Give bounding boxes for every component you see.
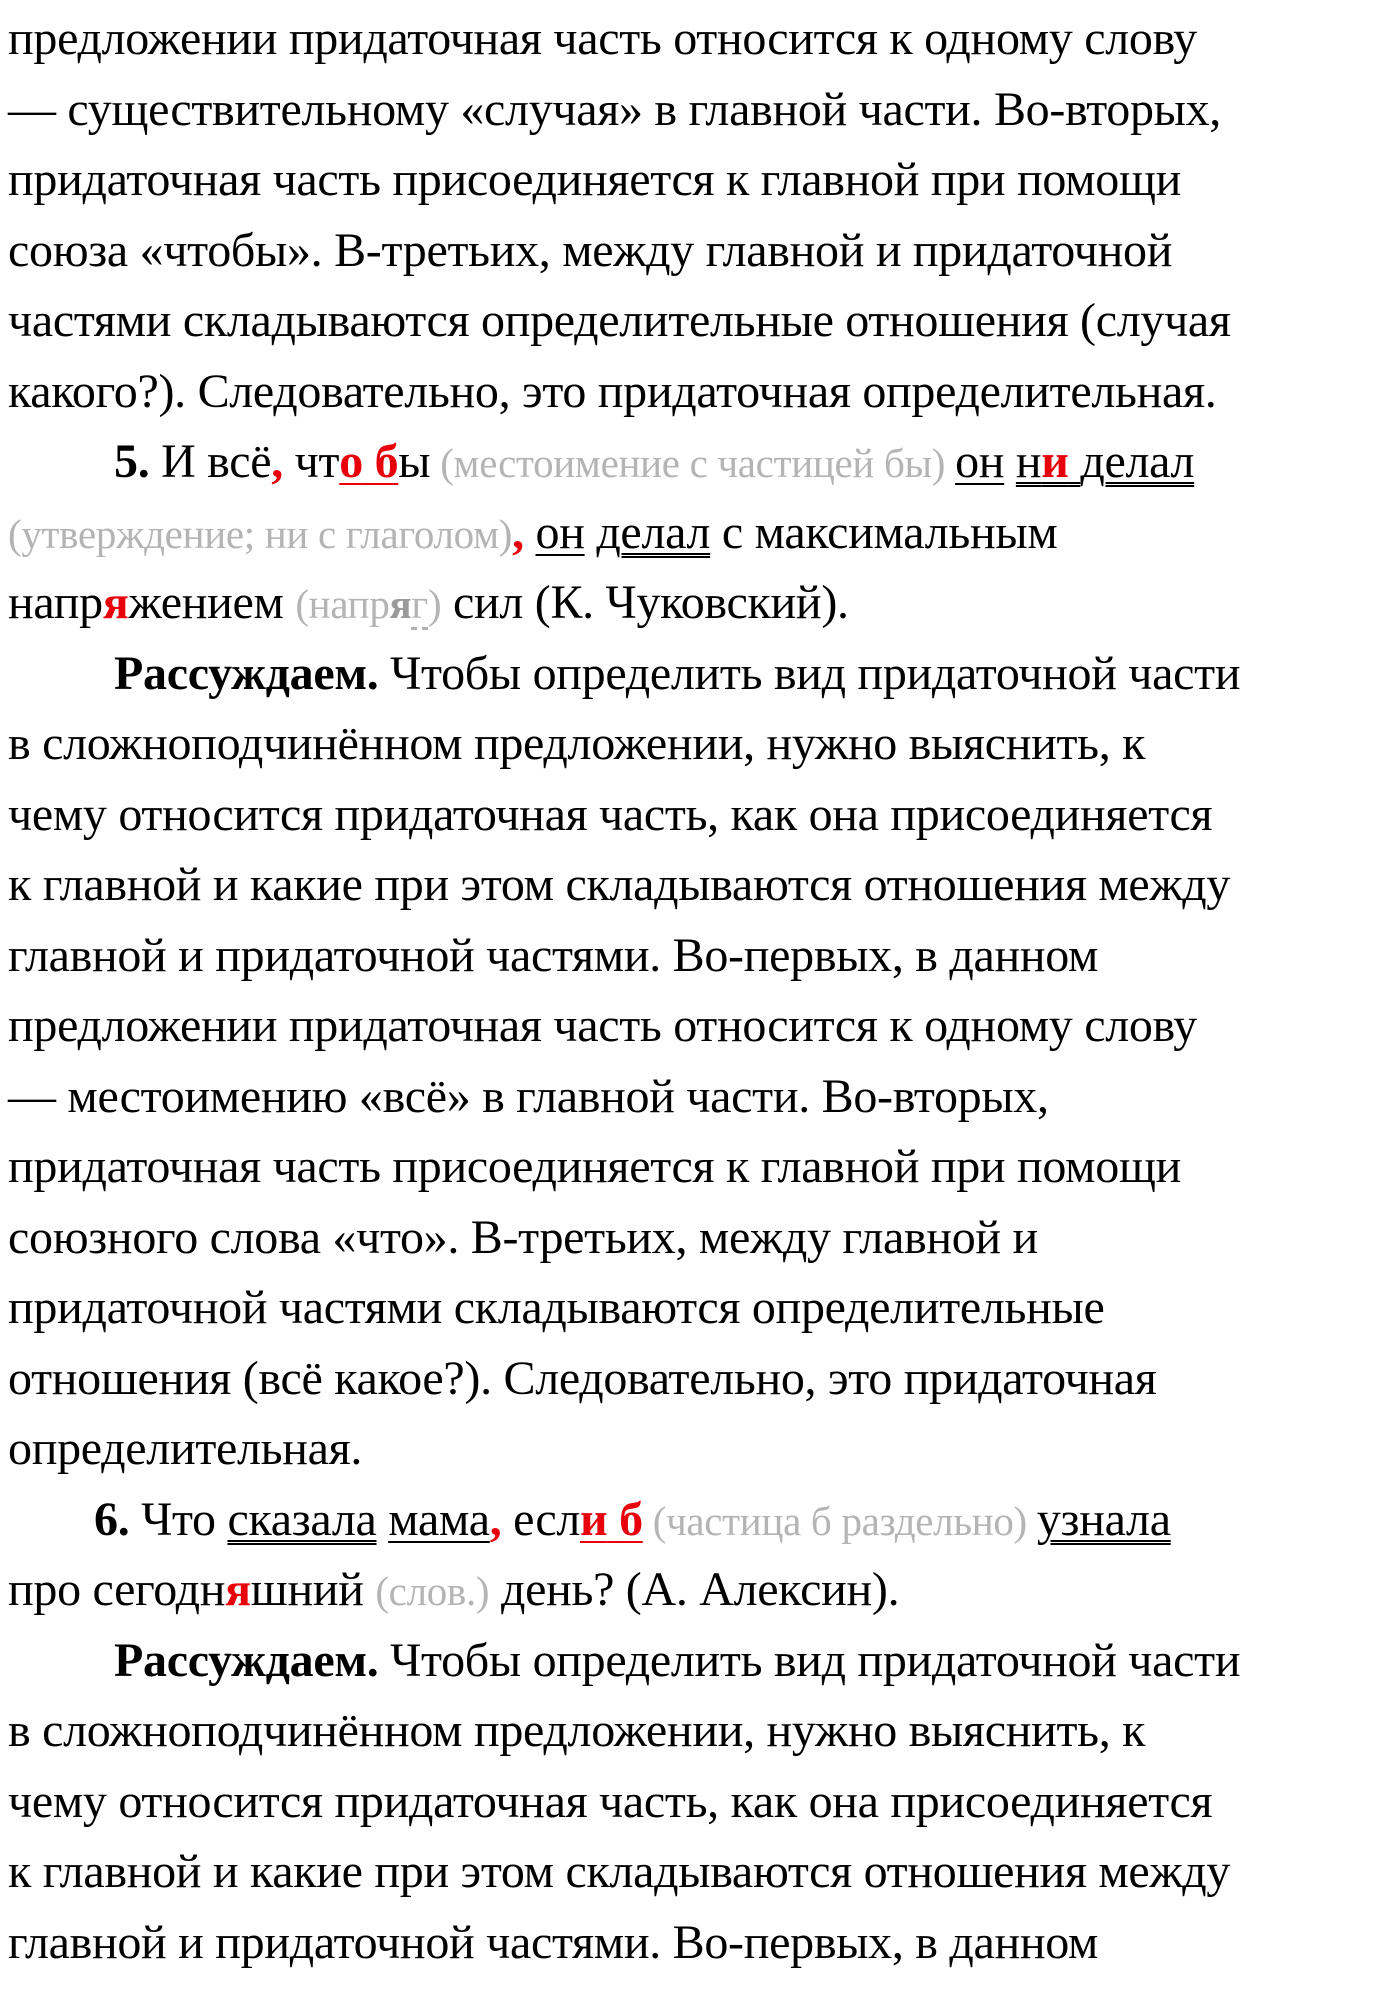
text-line: главной и придаточной частями. Во-первых, в данном bbox=[8, 928, 1099, 982]
highlighted-letter: я bbox=[225, 1563, 251, 1616]
highlighted-letter: я bbox=[102, 576, 129, 629]
subject-word: он bbox=[955, 435, 1005, 488]
example-6-line-1: 6. Что сказала мама, если б (частица б раздельно) узнала bbox=[94, 1492, 1171, 1546]
text-line: определительная. bbox=[8, 1422, 363, 1475]
grammar-note: (напряг) bbox=[295, 581, 441, 630]
subject-word: мама bbox=[388, 1492, 490, 1546]
text-line: придаточной частями складываются определительные bbox=[8, 1281, 1105, 1334]
document-page bbox=[8, 4, 1400, 1978]
highlighted-letter: о bbox=[339, 435, 363, 488]
text-line: к главной и какие при этом складываются отношения между bbox=[8, 858, 1231, 911]
text-line: придаточная часть присоединяется к главной при помощи bbox=[8, 1140, 1181, 1193]
example-5-line-3: напряжением (напряг) сил (К. Чуковский). bbox=[8, 576, 849, 629]
highlighted-letter: я bbox=[389, 581, 412, 627]
predicate-particle: ни bbox=[1015, 435, 1069, 488]
example-number: 5. bbox=[114, 435, 150, 488]
text-line: в сложноподчинённом предложении, нужно выяснить, к bbox=[8, 717, 1146, 770]
text-line: — существительному «случая» в главной части. Во-вторых, bbox=[8, 82, 1222, 136]
text-line: придаточная часть присоединяется к главной при помощи bbox=[8, 153, 1181, 206]
reasoning-line: Рассуждаем. Чтобы определить вид придаточной части bbox=[114, 1633, 1241, 1687]
punctuation-mark: , bbox=[271, 435, 283, 488]
text-line: чему относится придаточная часть, как она присоединяется bbox=[8, 787, 1213, 841]
example-number: 6. bbox=[94, 1492, 130, 1546]
text-line: — местоимению «всё» в главной части. Во-вторых, bbox=[8, 1069, 1049, 1123]
grammar-note: (слов.) bbox=[375, 1568, 490, 1614]
text-line: к главной и какие при этом складываются отношения между bbox=[8, 1845, 1231, 1898]
text-line: союза «чтобы». В-третьих, между главной и придаточной bbox=[8, 223, 1173, 277]
predicate-word: делал bbox=[1080, 435, 1195, 488]
highlighted-letter: б bbox=[619, 1492, 643, 1546]
text-line: предложении придаточная часть относится к одному слову bbox=[8, 12, 1197, 65]
reasoning-label: Рассуждаем. bbox=[114, 646, 379, 700]
text-line: частями складываются определительные отношения (случая bbox=[8, 294, 1231, 347]
predicate-word: сказала bbox=[227, 1492, 377, 1546]
example-6-line-2: про сегодняшний (слов.) день? (А. Алексин). bbox=[8, 1563, 900, 1616]
predicate-word: делал bbox=[596, 505, 711, 559]
text-line: в сложноподчинённом предложении, нужно выяснить, к bbox=[8, 1704, 1146, 1757]
highlighted-letter: и bbox=[580, 1492, 608, 1546]
grammar-note: (утверждение; ни с глаголом) bbox=[8, 510, 513, 557]
text-line: союзного слова «что». В-третьих, между главной и bbox=[8, 1210, 1038, 1264]
text-line: какого?). Следовательно, это придаточная определительная. bbox=[8, 364, 1217, 418]
predicate-word: узнала bbox=[1036, 1492, 1171, 1546]
reasoning-label: Рассуждаем. bbox=[114, 1633, 379, 1687]
text-line: главной и придаточной частями. Во-первых, в данном bbox=[8, 1915, 1099, 1969]
grammar-note: (частица б раздельно) bbox=[642, 1497, 1037, 1544]
text-line: чему относится придаточная часть, как она присоединяется bbox=[8, 1774, 1213, 1828]
reasoning-line: Рассуждаем. Чтобы определить вид придаточной части bbox=[114, 646, 1241, 700]
subject-word: он bbox=[535, 505, 585, 559]
grammar-note: (местоимение с частицей бы) bbox=[430, 440, 956, 486]
punctuation-mark: , bbox=[489, 1492, 502, 1546]
highlighted-letter: б bbox=[374, 435, 399, 488]
highlighted-letter: и bbox=[1041, 435, 1069, 488]
example-5-line-2: (утверждение; ни с глаголом), он делал с максимальным bbox=[8, 505, 1058, 559]
text-line: предложении придаточная часть относится к одному слову bbox=[8, 999, 1197, 1052]
example-5-line-1: 5. И всё, что бы (местоимение с частицей бы) он ни делал bbox=[114, 435, 1195, 488]
punctuation-mark: , bbox=[512, 505, 524, 559]
text-line: отношения (всё какое?). Следовательно, это придаточная bbox=[8, 1351, 1157, 1405]
